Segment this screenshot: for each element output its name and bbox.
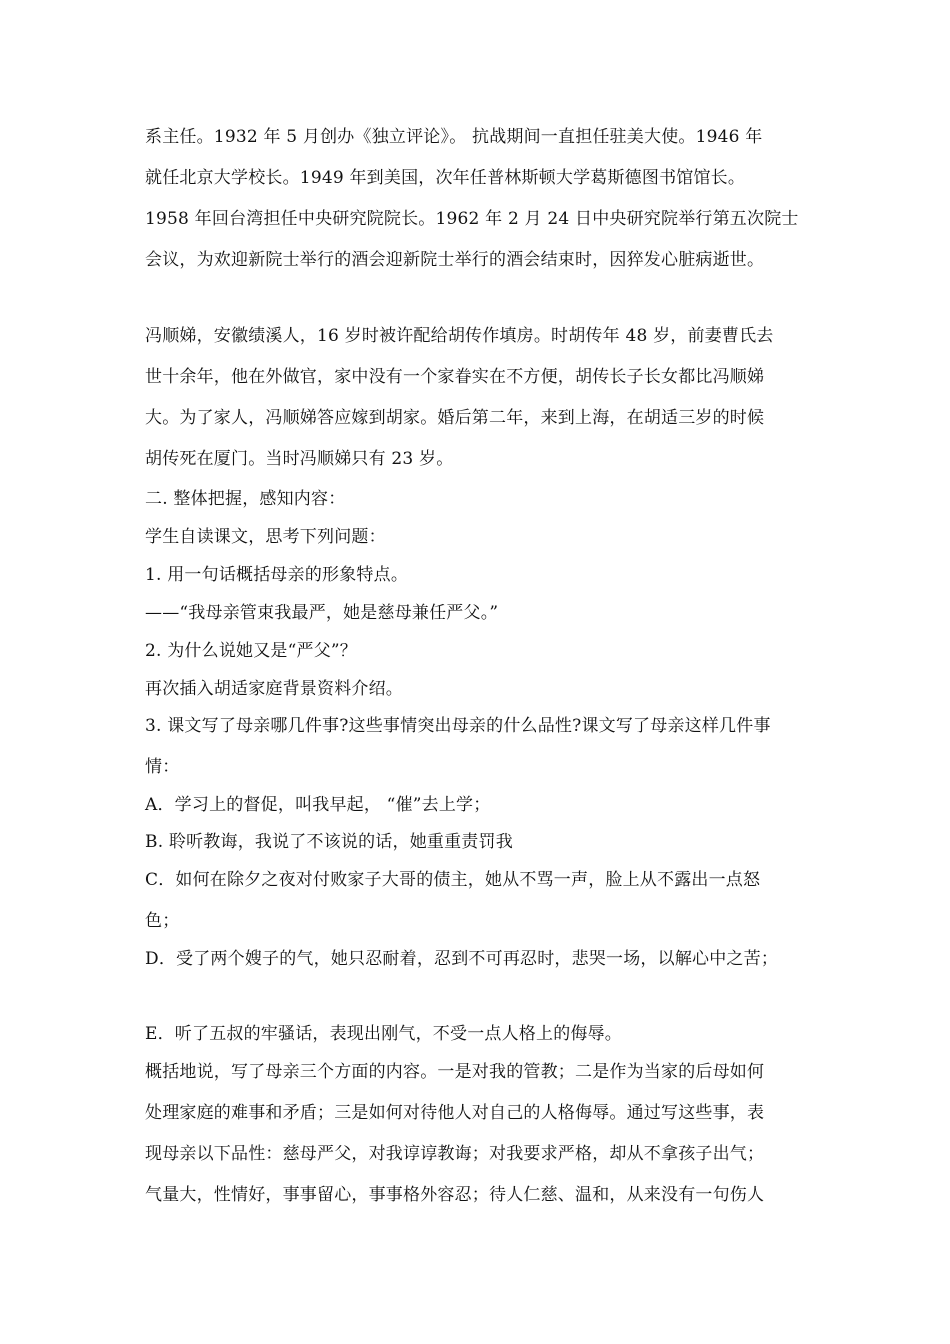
question-line: 1. 用一句话概括母亲的形象特点。 xyxy=(145,565,409,585)
text-line: 再次插入胡适家庭背景资料介绍。 xyxy=(145,679,403,699)
list-item: C．如何在除夕之夜对付败家子大哥的债主，她从不骂一声，脸上从不露出一点怒 xyxy=(145,870,761,890)
text-line: 气量大，性情好，事事留心，事事格外容忍；待人仁慈、温和，从来没有一句伤人 xyxy=(145,1185,765,1205)
text-line: 大。为了家人，冯顺娣答应嫁到胡家。婚后第二年，来到上海，在胡适三岁的时候 xyxy=(145,408,765,428)
list-item: D．受了两个嫂子的气，她只忍耐着，忍到不可再忍时，悲哭一场，以解心中之苦； xyxy=(145,949,779,969)
question-line: 3. 课文写了母亲哪几件事?这些事情突出母亲的什么品性?课文写了母亲这样几件事 xyxy=(145,716,771,736)
section-heading: 二. 整体把握，感知内容： xyxy=(145,489,346,509)
list-item: B. 聆听教诲，我说了不该说的话，她重重责罚我 xyxy=(145,832,513,852)
text-line: 系主任。1932 年 5 月创办《独立评论》。 抗战期间一直担任驻美大使。1946 年 xyxy=(145,127,763,147)
text-line: 处理家庭的难事和矛盾；三是如何对待他人对自己的人格侮辱。通过写这些事，表 xyxy=(145,1103,765,1123)
list-item: E．听了五叔的牢骚话，表现出刚气，不受一点人格上的侮辱。 xyxy=(145,1024,623,1044)
text-line: 1958 年回台湾担任中央研究院院长。1962 年 2 月 24 日中央研究院举行第五次院士 xyxy=(145,209,799,229)
text-line: 现母亲以下品性：慈母严父，对我谆谆教诲；对我要求严格，却从不拿孩子出气； xyxy=(145,1144,765,1164)
text-line: 学生自读课文，思考下列问题： xyxy=(145,527,386,547)
answer-line: ——“我母亲管束我最严，她是慈母兼任严父。” xyxy=(145,603,499,623)
list-item: A．学习上的督促，叫我早起， “催”去上学； xyxy=(145,795,491,815)
text-line: 胡传死在厦门。当时冯顺娣只有 23 岁。 xyxy=(145,449,454,469)
text-line: 会议，为欢迎新院士举行的酒会迎新院士举行的酒会结束时，因猝发心脏病逝世。 xyxy=(145,250,765,270)
text-line: 就任北京大学校长。1949 年到美国，次年任普林斯顿大学葛斯德图书馆馆长。 xyxy=(145,168,746,188)
text-line: 色； xyxy=(145,911,180,931)
text-line: 冯顺娣，安徽绩溪人，16 岁时被许配给胡传作填房。时胡传年 48 岁，前妻曹氏去 xyxy=(145,326,774,346)
text-line: 世十余年，他在外做官，家中没有一个家眷实在不方便，胡传长子长女都比冯顺娣 xyxy=(145,367,765,387)
text-line: 情： xyxy=(145,757,180,777)
question-line: 2. 为什么说她又是“严父”？ xyxy=(145,641,358,661)
text-line: 概括地说，写了母亲三个方面的内容。一是对我的管教；二是作为当家的后母如何 xyxy=(145,1062,765,1082)
